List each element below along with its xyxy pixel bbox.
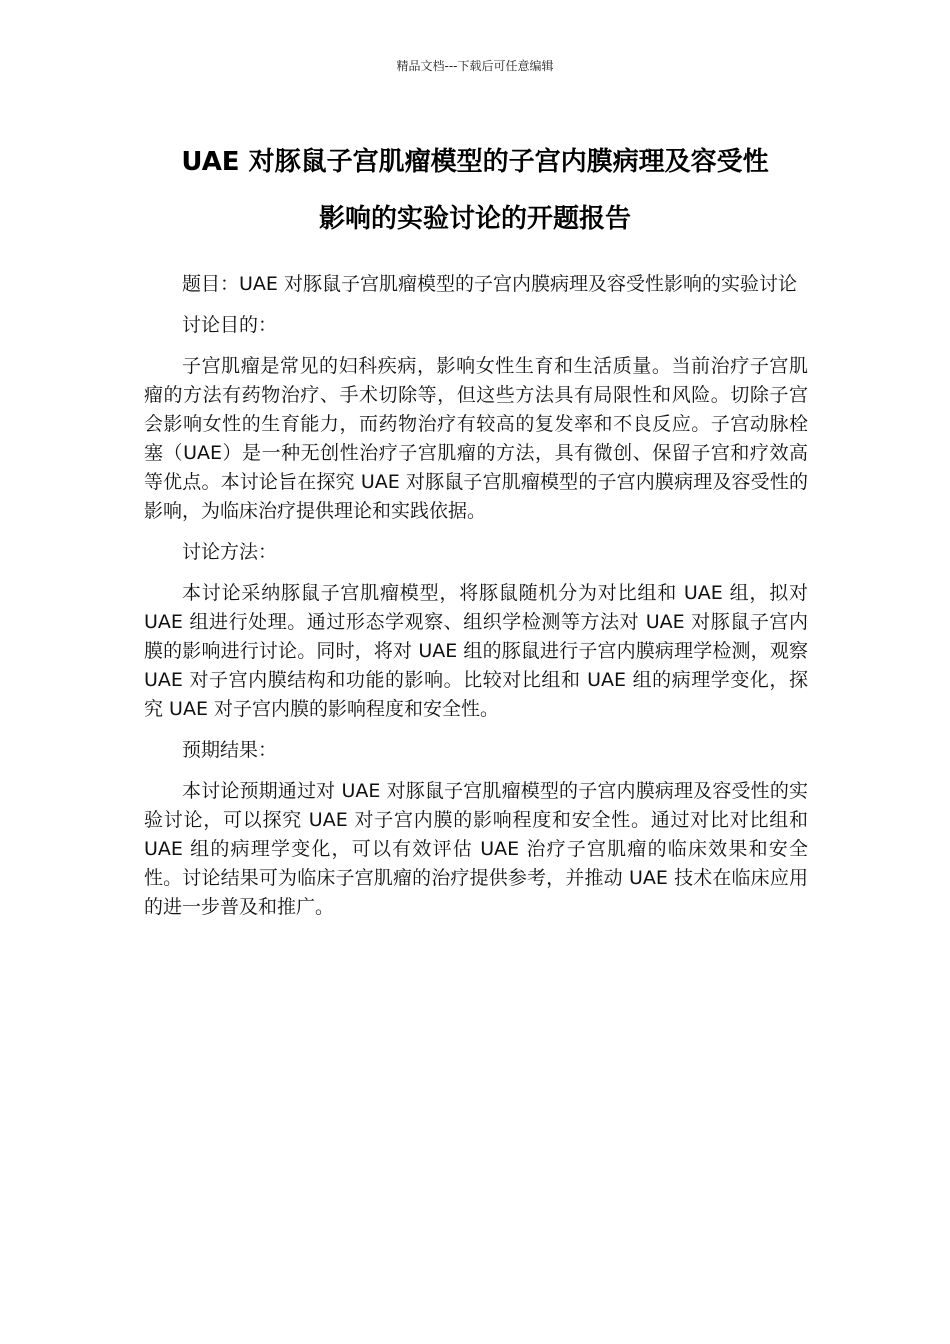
document-title bbox=[120, 134, 830, 248]
method-heading: 讨论方法： bbox=[182, 541, 278, 563]
title-line-2: 影响的实验讨论的开题报告 bbox=[318, 204, 631, 234]
method-paragraph: 本讨论采纳豚鼠子宫肌瘤模型，将豚鼠随机分为对比组和 UAE 组，拟对 UAE 组进行处理。通过形态学观察、组织学检测等方法对 UAE 对豚鼠子宫内膜的影响进行讨论。同时，将对 UAE 组的豚鼠进行子宫内膜病理学检测，观察 UAE 对子宫内膜结构和功能的影响。比较对比组和 UAE 组的病理学变化，探究 UAE 对子宫内膜的影响程度和安全性。 bbox=[144, 582, 808, 720]
document-body bbox=[144, 270, 808, 934]
title-line-1: UAE 对豚鼠子宫肌瘤模型的子宫内膜病理及容受性 bbox=[181, 147, 769, 177]
purpose-paragraph: 子宫肌瘤是常见的妇科疾病，影响女性生育和生活质量。当前治疗子宫肌瘤的方法有药物治疗、手术切除等，但这些方法具有局限性和风险。切除子宫会影响女性的生育能力，而药物治疗有较高的复发率和不良反应。子宫动脉栓塞（UAE）是一种无创性治疗子宫肌瘤的方法，具有微创、保留子宫和疗效高等优点。本讨论旨在探究 UAE 对豚鼠子宫肌瘤模型的子宫内膜病理及容受性的影响，为临床治疗提供理论和实践依据。 bbox=[144, 355, 808, 522]
topic-paragraph: 题目：UAE 对豚鼠子宫肌瘤模型的子宫内膜病理及容受性影响的实验讨论 bbox=[182, 273, 797, 295]
header-note: 精品文档---下载后可任意编辑 bbox=[396, 59, 554, 73]
expected-results-paragraph: 本讨论预期通过对 UAE 对豚鼠子宫肌瘤模型的子宫内膜病理及容受性的实验讨论，可以探究 UAE 对子宫内膜的影响程度和安全性。通过对比对比组和 UAE 组的病理学变化，可以有效评估 UAE 治疗子宫肌瘤的临床效果和安全性。讨论结果可为临床子宫肌瘤的治疗提供参考，并推动 UAE 技术在临床应用的进一步普及和推广。 bbox=[144, 780, 808, 918]
expected-results-heading: 预期结果： bbox=[182, 739, 278, 761]
purpose-heading: 讨论目的： bbox=[182, 314, 278, 336]
